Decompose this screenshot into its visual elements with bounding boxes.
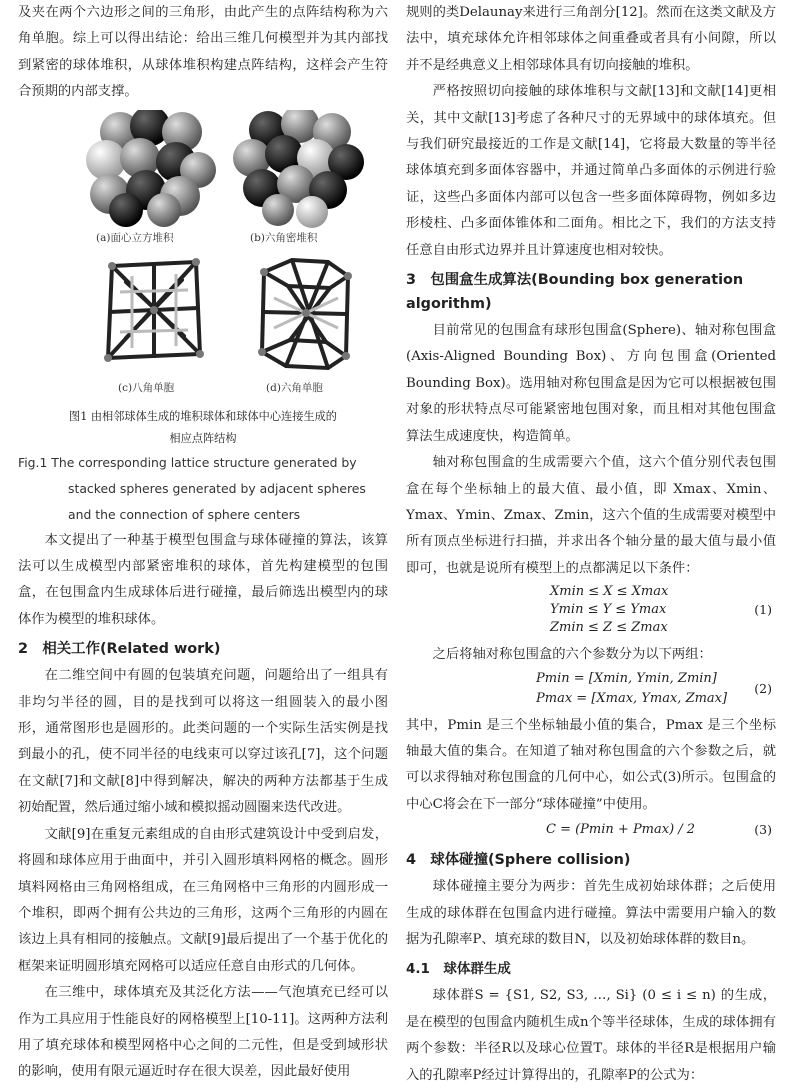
fcc-packing-image bbox=[80, 110, 220, 228]
paragraph-bbox-1: 目前常见的包围盒有球形包围盒(Sphere)、轴对称包围盒(Axis-Aligned Bounding Box)、方向包围盒(Oriented Bounding Box)。选用轴对称包围盒是因为它可以根据被包围对象的形状特点尽可能紧密地包围对象，而且相对其他包围盒算法生成速度快，构造简单。 bbox=[406, 323, 776, 444]
hexagonal-cell-image bbox=[244, 252, 362, 376]
paragraph-related-3: 在三维中，球体填充及其泛化方法——气泡填充已经可以作为工具应用于性能良好的网格模型上[10-11]。这两种方法利用了填充球体和模型网格中心之间的二元性，但是受到域形状的影响，使用有限元逼近时存在很大误差，因此最好使用 bbox=[18, 985, 388, 1080]
paragraph-related-2: 文献[9]在重复元素组成的自由形式建筑设计中受到启发，将圆和球体应用于曲面中，并引入圆形填料网格的概念。圆形填料网格由三角网格组成，在三角网格中三角形的内圆形成一个堆积，即两个拥有公共边的三角形，这两个三角形的内圆在该边上具有相同的接触点。文献[9]最后提出了一个基于优化的框架来证明圆形填充网格可以适应任意自由形式的几何体。 bbox=[18, 826, 388, 974]
figure-1c-caption: (c)八角单胞 bbox=[118, 381, 175, 394]
section-2-heading: 2 相关工作(Related work) bbox=[18, 641, 221, 658]
equation-1-number: (1) bbox=[754, 602, 772, 618]
paragraph-collision-1: 球体碰撞主要分为两步：首先生成初始球体群；之后使用生成的球体群在包围盒内进行碰撞。算法中需要用户输入的数据为孔隙率P、填充球的数目N，以及初始球体群的数目n。 bbox=[406, 879, 776, 947]
section-3-heading: 3 包围盒生成算法(Bounding box generation algorithm) bbox=[406, 272, 744, 313]
paragraph-related-1: 在二维空间中有圆的包装填充问题，问题给出了一组具有非均匀半径的圆，目的是找到可以将这一组圆装入的最小图形，通常图形也是圆形的。此类问题的一个实际生活实例是找到最小的孔，使不同半径的电线束可以穿过该孔[7]，这个问题在文献[7]和文献[8]中得到解决，解决的两种方法都基于生成初始配置，然后通过缩小域和模拟摇动圆圈来迭代改进。 bbox=[18, 668, 388, 816]
equation-1-line-3: Zmin ≤ Z ≤ Zmax bbox=[550, 620, 668, 636]
paragraph-method: 本文提出了一种基于模型包围盒与球体碰撞的算法，该算法可以生成模型内部紧密堆积的球体，首先构建模型的包围盒，在包围盒内生成球体后进行碰撞，最后筛选出模型内的球体作为模型的堆积球体。 bbox=[18, 532, 388, 627]
equation-1 bbox=[406, 582, 776, 642]
paragraph-bbox-2: 轴对称包围盒的生成需要六个值，这六个值分别代表包围盒在每个坐标轴上的最大值、最小值，即 Xmax、Xmin、Ymax、Ymin、Zmax、Zmin，这六个值的生成需要对模型中所有顶点坐标进行扫描，并求出各个轴分量的最大值与最小值即可，也就是说所有模型上的点都满足以下条件： bbox=[406, 455, 776, 576]
paragraph-sphere-group: 球体群S = {S1, S2, S3, …, Si} (0 ≤ i ≤ n) 的生成，是在模型的包围盒内随机生成n个等半径球体，生成的球体拥有两个参数：半径R以及球心位置T。球体的半径R是根据用户输入的孔隙率P经过计算得出的，孔隙率P的公式为： bbox=[406, 988, 776, 1083]
figure-1-caption-en: Fig.1 The corresponding lattice structure generated by stacked spheres generated by adjacent spheres and the connection of sphere centers bbox=[18, 454, 366, 522]
equation-3-number: (3) bbox=[754, 822, 772, 838]
paragraph-continued: 规则的类Delaunay来进行三角剖分[12]。然而在这类文献及方法中，填充球体允许相邻球体之间重叠或者具有小间隙，所以并不是经典意义上相邻球体具有切向接触的堆积。 bbox=[406, 5, 776, 73]
hcp-packing-image bbox=[228, 110, 368, 228]
paragraph-bbox-4: 其中，Pmin 是三个坐标轴最小值的集合，Pmax 是三个坐标轴最大值的集合。在知道了轴对称包围盒的六个参数之后，就可以求得轴对称包围盒的几何中心，如公式(3)所示。包围盒的中心C将会在下一部分“球体碰撞”中使用。 bbox=[406, 717, 776, 812]
paragraph-strict-packing: 严格按照切向接触的球体堆积与文献[13]和文献[14]更相关，其中文献[13]考虑了各种尺寸的无界域中的球体填充。但与我们研究最接近的工作是文献[14]，它将最大数量的等半径球体填充到多面体容器中，并通过简单凸多面体的示例进行验证，这些凸多面体内部可以包含一些多面体障碍物，例如多边形棱柱、凸多面体锥体和二面角。相比之下，我们的方法支持任意自由形式边界并且计算速度也相对较快。 bbox=[406, 84, 776, 258]
section-4-1-heading: 4.1 球体群生成 bbox=[406, 961, 511, 978]
section-4-heading: 4 球体碰撞(Sphere collision) bbox=[406, 852, 631, 869]
octagonal-cell-image bbox=[96, 252, 214, 376]
equation-2-number: (2) bbox=[754, 680, 772, 696]
equation-1-line-1: Xmin ≤ X ≤ Xmax bbox=[550, 584, 669, 600]
equation-2-line-1: Pmin = [Xmin, Ymin, Zmin] bbox=[536, 670, 717, 686]
figure-1d-caption: (d)六角单胞 bbox=[266, 381, 323, 394]
equation-2 bbox=[406, 669, 776, 713]
right-column bbox=[406, 0, 776, 1089]
paragraph-bbox-3: 之后将轴对称包围盒的六个参数分为以下两组： bbox=[432, 647, 712, 663]
equation-1-line-2: Ymin ≤ Y ≤ Ymax bbox=[550, 602, 667, 618]
paragraph-intro: 及夹在两个六边形之间的三角形，由此产生的点阵结构称为六角单胞。综上可以得出结论：给出三维几何模型并为其内部找到紧密的球体堆积，从球体堆积构建点阵结构，这样会产生符合预期的内部支撑。 bbox=[18, 5, 388, 100]
figure-1-caption-zh: 图1 由相邻球体生成的堆积球体和球体中心连接生成的 相应点阵结构 bbox=[69, 409, 337, 445]
left-column bbox=[18, 0, 388, 1086]
figure-1a-caption: (a)面心立方堆积 bbox=[96, 231, 174, 244]
figure-1b-caption: (b)六角密堆积 bbox=[250, 231, 318, 244]
equation-3-line: C = (Pmin + Pmax) / 2 bbox=[546, 822, 696, 838]
equation-2-line-2: Pmax = [Xmax, Ymax, Zmax] bbox=[536, 690, 728, 706]
figure-1 bbox=[18, 106, 388, 406]
equation-3 bbox=[406, 818, 776, 844]
